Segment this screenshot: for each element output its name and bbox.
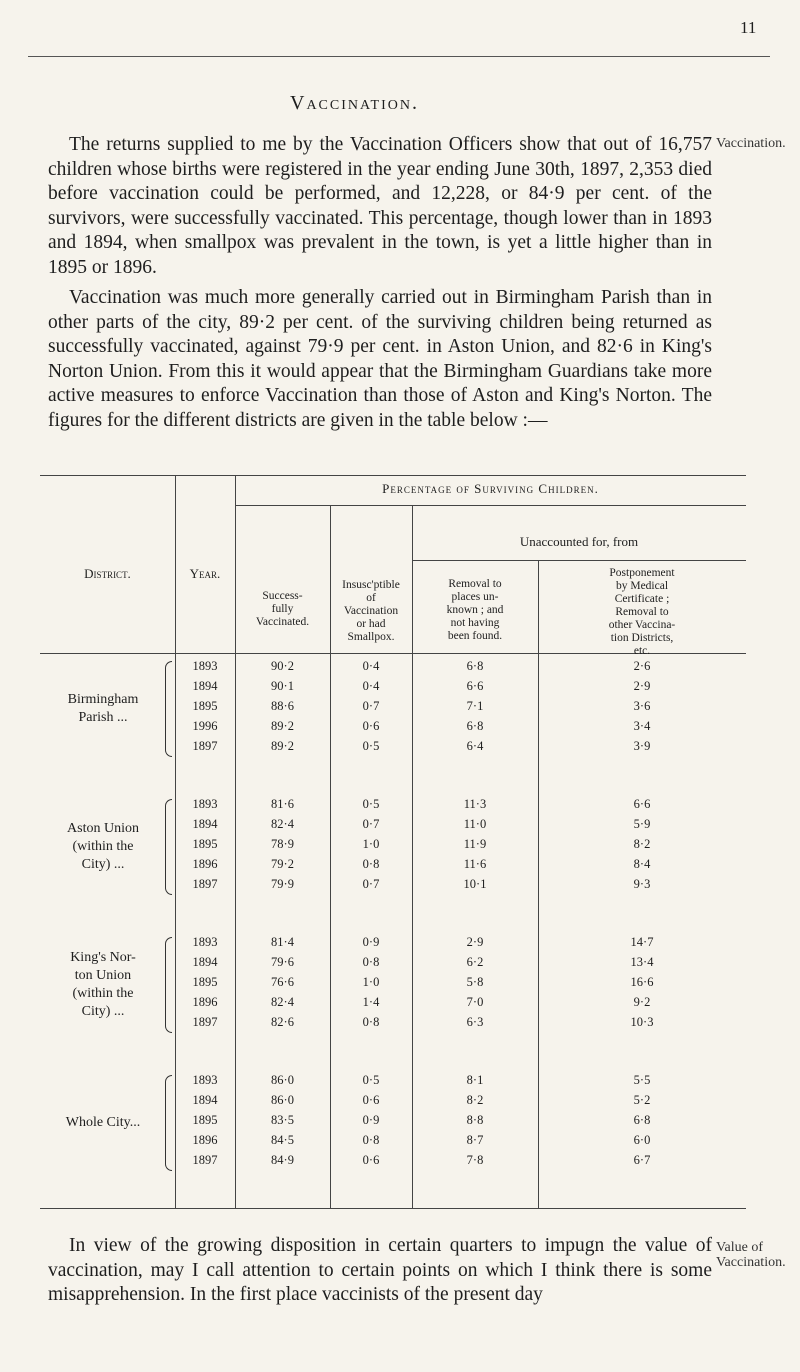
cell-postponement: 6·8 [633,1113,651,1127]
cell-year: 1893 [192,935,218,949]
cell-removal: 11·3 [463,797,487,811]
cell-removal: 11·9 [463,837,487,851]
cell-postponement: 5·9 [633,817,651,831]
cell-insusceptible: 0·7 [362,877,380,891]
cell-removal: 6·3 [466,1015,484,1029]
cell-postponement: 10·3 [630,1015,654,1029]
cell-year: 1896 [192,857,218,871]
cell-year: 1894 [192,955,218,969]
cell-removal: 5·8 [466,975,484,989]
cell-removal: 8·2 [466,1093,484,1107]
cell-postponement: 13·4 [630,955,654,969]
cell-year: 1894 [192,817,218,831]
paragraph-1: The returns supplied to me by the Vaccination Officers show that out of 16,757 children whose births were registered in the year ending June 30th, 1897, 2,353 died before vaccination could be performed, and 12,228, or 84·9 per cent. of the survivors, were successfully vaccinated. This percentage, though lower than in 1893 and 1894, when smallpox was prevalent in the town, is yet a little higher than in 1895 or 1896. [48,134,712,278]
cell-successfully-vaccinated: 90·1 [271,679,294,693]
header-postponement: Postponement by Medical Certificate ; Removal to other Vaccina- tion Districts, etc. [608,567,676,657]
cell-successfully-vaccinated: 82·4 [271,995,294,1009]
cell-postponement: 5·5 [633,1073,651,1087]
cell-year: 1897 [192,877,218,891]
cell-postponement: 6·0 [633,1133,651,1147]
header-district: District. [84,566,131,581]
cell-removal: 6·8 [466,659,484,673]
paragraph-3: In view of the growing disposition in certain quarters to impugn the value of vaccination, may I call attention to certain points on which I think there is some misapprehension. In the first place vaccinists of the present day [48,1235,712,1305]
cell-postponement: 6·7 [633,1153,651,1167]
cell-year: 1895 [192,699,218,713]
cell-postponement: 2·9 [633,679,651,693]
cell-removal: 6·4 [466,739,484,753]
cell-successfully-vaccinated: 84·9 [271,1153,294,1167]
cell-insusceptible: 0·5 [362,739,380,753]
cell-postponement: 8·4 [633,857,651,871]
cell-removal: 8·7 [466,1133,484,1147]
cell-successfully-vaccinated: 86·0 [271,1093,294,1107]
cell-removal: 6·2 [466,955,484,969]
cell-postponement: 3·9 [633,739,651,753]
cell-year: 1893 [192,797,218,811]
margin-note-value-of-vaccination: Value of Vaccination. [716,1240,786,1270]
header-percentage: Percentage of Surviving Children. [382,481,599,496]
cell-removal: 8·1 [466,1073,484,1087]
cell-postponement: 9·3 [633,877,651,891]
cell-year: 1897 [192,739,218,753]
cell-postponement: 6·6 [633,797,651,811]
cell-insusceptible: 0·4 [362,679,380,693]
cell-insusceptible: 0·9 [362,1113,380,1127]
cell-removal: 6·6 [466,679,484,693]
header-rule [28,56,770,57]
cell-year: 1895 [192,1113,218,1127]
cell-year: 1893 [192,1073,218,1087]
cell-postponement: 9·2 [633,995,651,1009]
district-brace [165,799,172,895]
cell-year: 1893 [192,659,218,673]
cell-postponement: 3·6 [633,699,651,713]
cell-successfully-vaccinated: 79·6 [271,955,294,969]
cell-insusceptible: 0·6 [362,1093,380,1107]
cell-successfully-vaccinated: 79·9 [271,877,294,891]
cell-successfully-vaccinated: 82·6 [271,1015,294,1029]
cell-year: 1895 [192,975,218,989]
cell-removal: 7·8 [466,1153,484,1167]
cell-removal: 7·1 [466,699,484,713]
cell-removal: 7·0 [466,995,484,1009]
cell-insusceptible: 0·8 [362,1015,380,1029]
cell-insusceptible: 1·0 [362,837,380,851]
cell-year: 1996 [192,719,218,733]
cell-removal: 11·0 [463,817,487,831]
header-insusceptible: Insusc'ptible of Vaccination or had Smallpox. [342,579,400,643]
district-brace [165,661,172,757]
cell-successfully-vaccinated: 81·4 [271,935,294,949]
table-bottom-rule [40,1208,746,1209]
cell-successfully-vaccinated: 79·2 [271,857,294,871]
cell-postponement: 8·2 [633,837,651,851]
cell-postponement: 2·6 [633,659,651,673]
cell-successfully-vaccinated: 89·2 [271,739,294,753]
cell-successfully-vaccinated: 81·6 [271,797,294,811]
table-top-rule [40,475,746,476]
header-sub-rule [235,505,746,506]
cell-insusceptible: 0·9 [362,935,380,949]
cell-year: 1896 [192,1133,218,1147]
cell-successfully-vaccinated: 83·5 [271,1113,294,1127]
cell-removal: 2·9 [466,935,484,949]
cell-successfully-vaccinated: 88·6 [271,699,294,713]
cell-insusceptible: 0·7 [362,817,380,831]
cell-insusceptible: 0·6 [362,719,380,733]
vaccination-table [40,475,746,1210]
cell-removal: 10·1 [463,877,487,891]
cell-insusceptible: 0·8 [362,1133,380,1147]
cell-year: 1897 [192,1153,218,1167]
district-brace [165,937,172,1033]
district-label: King's Nor- ton Union (within the City) ... [70,950,136,1019]
cell-postponement: 5·2 [633,1093,651,1107]
district-label: Birmingham Parish ... [67,692,139,725]
cell-postponement: 14·7 [630,935,654,949]
cell-postponement: 16·6 [630,975,654,989]
cell-year: 1897 [192,1015,218,1029]
cell-successfully-vaccinated: 78·9 [271,837,294,851]
cell-year: 1894 [192,679,218,693]
district-label: Whole City... [65,1115,141,1130]
cell-insusceptible: 1·4 [362,995,380,1009]
section-heading: Vaccination. [290,92,419,114]
cell-successfully-vaccinated: 90·2 [271,659,294,673]
cell-insusceptible: 0·5 [362,1073,380,1087]
header-successfully-vaccinated: Success- fully Vaccinated. [255,590,310,628]
cell-insusceptible: 0·5 [362,797,380,811]
cell-year: 1896 [192,995,218,1009]
header-year: Year. [189,566,221,581]
cell-insusceptible: 1·0 [362,975,380,989]
header-removal: Removal to places un- known ; and not having been found. [446,578,504,642]
cell-successfully-vaccinated: 89·2 [271,719,294,733]
cell-insusceptible: 0·8 [362,955,380,969]
page-number: 11 [740,18,757,37]
cell-year: 1894 [192,1093,218,1107]
cell-year: 1895 [192,837,218,851]
cell-insusceptible: 0·8 [362,857,380,871]
district-brace [165,1075,172,1171]
cell-postponement: 3·4 [633,719,651,733]
cell-insusceptible: 0·4 [362,659,380,673]
cell-successfully-vaccinated: 76·6 [271,975,294,989]
header-unaccounted: Unaccounted for, from [519,534,639,549]
cell-insusceptible: 0·7 [362,699,380,713]
cell-successfully-vaccinated: 84·5 [271,1133,294,1147]
paragraph-2: Vaccination was much more generally carried out in Birmingham Parish than in other parts of the city, 89·2 per cent. of the surviving children being returned as successfully vaccinated, against 79·9 per cent. in Aston Union, and 82·6 in King's Norton Union. From this it would appear that the Birmingham Guardians take more active measures to enforce Vaccination than those of Aston and King's Norton. The figures for the different districts are given in the table below :— [48,287,712,431]
district-label: Aston Union (within the City) ... [67,821,139,872]
cell-successfully-vaccinated: 82·4 [271,817,294,831]
cell-successfully-vaccinated: 86·0 [271,1073,294,1087]
margin-note-vaccination: Vaccination. [716,136,786,151]
cell-removal: 8·8 [466,1113,484,1127]
cell-removal: 6·8 [466,719,484,733]
cell-insusceptible: 0·6 [362,1153,380,1167]
cell-removal: 11·6 [463,857,487,871]
unaccounted-rule [412,560,746,561]
